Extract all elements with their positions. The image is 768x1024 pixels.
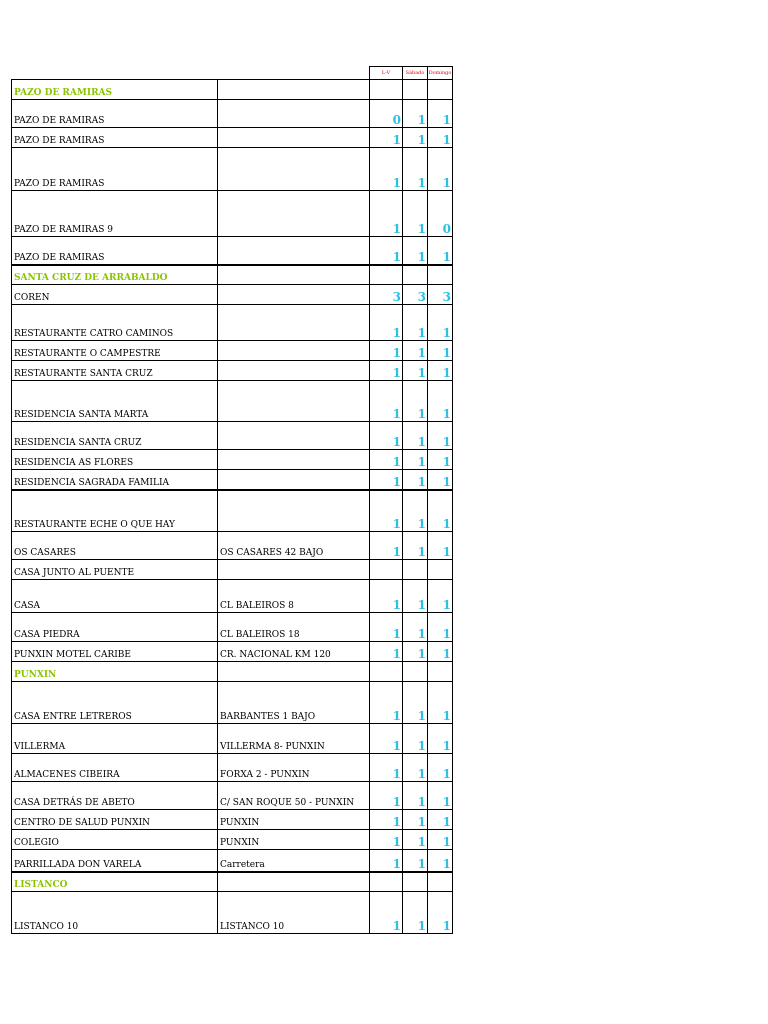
address-cell: PUNXIN [218,830,370,850]
count-cell-lv: 1 [370,128,403,148]
count-cell-lv: 1 [370,830,403,850]
table-row [12,532,453,560]
table-row [12,305,453,341]
section-row [12,662,453,682]
count-cell-lv: 1 [370,305,403,341]
table-row [12,100,453,128]
count-cell-sabado: 1 [403,830,428,850]
count-cell-lv [370,560,403,580]
count-cell-lv [370,265,403,285]
count-cell-sabado: 1 [403,305,428,341]
count-cell-domingo: 1 [428,341,453,361]
address-cell: CR. NACIONAL KM 120 [218,642,370,662]
place-name-cell: CASA JUNTO AL PUENTE [12,560,218,580]
count-cell-domingo: 1 [428,100,453,128]
address-cell [218,560,370,580]
address-cell [218,450,370,470]
count-cell-lv: 1 [370,642,403,662]
count-cell-domingo: 1 [428,470,453,490]
section-title: SANTA CRUZ DE ARRABALDO [12,265,218,285]
count-cell-domingo: 1 [428,450,453,470]
table-row [12,560,453,580]
table-row [12,682,453,724]
table-row [12,810,453,830]
count-cell-domingo: 1 [428,361,453,381]
count-cell-sabado: 1 [403,100,428,128]
table-row [12,237,453,265]
address-cell [218,100,370,128]
count-cell-domingo [428,662,453,682]
count-cell-sabado: 1 [403,613,428,642]
count-cell-lv: 1 [370,850,403,872]
section-title: PAZO DE RAMIRAS [12,80,218,100]
place-name-cell: OS CASARES [12,532,218,560]
count-cell-domingo: 1 [428,237,453,265]
count-cell-lv: 1 [370,810,403,830]
place-name-cell: CASA ENTRE LETREROS [12,682,218,724]
place-name-cell: RESTAURANTE SANTA CRUZ [12,361,218,381]
count-cell-lv: 1 [370,450,403,470]
place-name-cell: CENTRO DE SALUD PUNXIN [12,810,218,830]
count-cell-sabado: 1 [403,128,428,148]
table-row [12,450,453,470]
address-cell: PUNXIN [218,810,370,830]
table-row [12,613,453,642]
count-cell-domingo: 1 [428,642,453,662]
count-cell-domingo: 1 [428,381,453,422]
address-cell [218,265,370,285]
count-cell-lv: 1 [370,191,403,237]
table-row [12,191,453,237]
place-name-cell: PAZO DE RAMIRAS [12,148,218,191]
table-row [12,642,453,662]
count-cell-lv: 1 [370,148,403,191]
address-cell [218,305,370,341]
count-cell-domingo: 1 [428,682,453,724]
place-name-cell: RESTAURANTE O CAMPESTRE [12,341,218,361]
count-cell-sabado: 1 [403,850,428,872]
count-cell-sabado [403,265,428,285]
address-cell [218,422,370,450]
place-name-cell: RESIDENCIA SANTA CRUZ [12,422,218,450]
count-cell-sabado: 1 [403,191,428,237]
count-cell-sabado: 1 [403,580,428,613]
address-cell: VILLERMA 8- PUNXIN [218,724,370,754]
address-cell [218,872,370,892]
table-row [12,892,453,934]
table-row [12,422,453,450]
count-cell-sabado: 1 [403,470,428,490]
count-cell-domingo: 1 [428,810,453,830]
section-title: PUNXIN [12,662,218,682]
header-lv: L-V [370,67,403,80]
place-name-cell: PAZO DE RAMIRAS [12,100,218,128]
count-cell-domingo: 1 [428,613,453,642]
count-cell-sabado [403,662,428,682]
count-cell-domingo [428,80,453,100]
count-cell-sabado: 1 [403,754,428,782]
count-cell-domingo: 1 [428,532,453,560]
address-cell [218,80,370,100]
table-row [12,128,453,148]
address-cell: CL BALEIROS 18 [218,613,370,642]
count-cell-sabado: 1 [403,642,428,662]
count-cell-lv: 1 [370,381,403,422]
count-cell-lv: 3 [370,285,403,305]
count-cell-domingo: 1 [428,892,453,934]
count-cell-sabado: 1 [403,341,428,361]
address-cell [218,285,370,305]
address-cell [218,148,370,191]
count-cell-lv: 1 [370,237,403,265]
count-cell-lv: 1 [370,341,403,361]
count-cell-lv: 1 [370,782,403,810]
table-row [12,470,453,490]
place-name-cell: RESIDENCIA AS FLORES [12,450,218,470]
count-cell-lv: 1 [370,580,403,613]
count-cell-lv: 1 [370,682,403,724]
place-name-cell: RESIDENCIA SANTA MARTA [12,381,218,422]
place-name-cell: RESTAURANTE CATRO CAMINOS [12,305,218,341]
table-row [12,148,453,191]
count-cell-domingo: 1 [428,830,453,850]
count-cell-domingo: 1 [428,724,453,754]
count-cell-domingo: 1 [428,850,453,872]
address-cell [218,381,370,422]
count-cell-domingo: 1 [428,148,453,191]
count-cell-lv [370,80,403,100]
count-cell-lv: 1 [370,892,403,934]
table-row [12,381,453,422]
place-name-cell: RESTAURANTE ECHE O QUE HAY [12,490,218,532]
count-cell-lv: 1 [370,613,403,642]
count-cell-sabado: 1 [403,490,428,532]
address-cell [218,191,370,237]
address-cell [218,128,370,148]
count-cell-sabado: 1 [403,450,428,470]
table-row [12,580,453,613]
place-name-cell: CASA [12,580,218,613]
spreadsheet-table [11,66,453,934]
address-cell: C/ SAN ROQUE 50 - PUNXIN [218,782,370,810]
count-cell-sabado: 1 [403,682,428,724]
address-cell: CL BALEIROS 8 [218,580,370,613]
place-name-cell: ALMACENES CIBEIRA [12,754,218,782]
count-cell-domingo: 1 [428,128,453,148]
address-cell: OS CASARES 42 BAJO [218,532,370,560]
count-cell-sabado: 3 [403,285,428,305]
count-cell-lv: 1 [370,422,403,450]
place-name-cell: PARRILLADA DON VARELA [12,850,218,872]
table-row [12,754,453,782]
table-row [12,830,453,850]
count-cell-domingo [428,560,453,580]
count-cell-lv: 1 [370,532,403,560]
count-cell-lv [370,872,403,892]
place-name-cell: RESIDENCIA SAGRADA FAMILIA [12,470,218,490]
place-name-cell: PAZO DE RAMIRAS [12,128,218,148]
table-row [12,724,453,754]
count-cell-lv: 1 [370,724,403,754]
place-name-cell: LISTANCO 10 [12,892,218,934]
count-cell-sabado: 1 [403,532,428,560]
count-cell-sabado: 1 [403,782,428,810]
count-cell-sabado: 1 [403,892,428,934]
address-cell [218,490,370,532]
place-name-cell: CASA PIEDRA [12,613,218,642]
address-cell [218,341,370,361]
count-cell-sabado [403,872,428,892]
count-cell-domingo: 0 [428,191,453,237]
table-row [12,850,453,872]
table-row [12,285,453,305]
count-cell-lv: 1 [370,754,403,782]
header-sabado: Sábado [403,67,428,80]
address-cell [218,662,370,682]
count-cell-lv: 1 [370,361,403,381]
table-row [12,782,453,810]
count-cell-sabado: 1 [403,237,428,265]
place-name-cell: PUNXIN MOTEL CARIBE [12,642,218,662]
address-cell [218,361,370,381]
count-cell-domingo: 1 [428,490,453,532]
count-cell-sabado: 1 [403,361,428,381]
table-row [12,361,453,381]
count-cell-lv [370,662,403,682]
section-title: LISTANCO [12,872,218,892]
address-cell: Carretera [218,850,370,872]
section-row [12,872,453,892]
count-cell-domingo: 1 [428,305,453,341]
table-row [12,490,453,532]
place-name-cell: CASA DETRÁS DE ABETO [12,782,218,810]
section-row [12,265,453,285]
place-name-cell: PAZO DE RAMIRAS 9 [12,191,218,237]
place-name-cell: PAZO DE RAMIRAS [12,237,218,265]
count-cell-domingo [428,872,453,892]
place-name-cell: COREN [12,285,218,305]
count-cell-domingo: 1 [428,782,453,810]
count-cell-sabado: 1 [403,422,428,450]
address-cell [218,237,370,265]
table-row [12,341,453,361]
count-cell-lv: 1 [370,490,403,532]
section-row [12,80,453,100]
count-cell-domingo: 1 [428,422,453,450]
count-cell-lv: 1 [370,470,403,490]
count-cell-lv: 0 [370,100,403,128]
count-cell-sabado [403,560,428,580]
count-cell-domingo: 3 [428,285,453,305]
address-cell [218,470,370,490]
count-cell-sabado: 1 [403,148,428,191]
count-cell-domingo [428,265,453,285]
header-row [12,67,453,80]
count-cell-sabado: 1 [403,381,428,422]
place-name-cell: COLEGIO [12,830,218,850]
count-cell-domingo: 1 [428,754,453,782]
address-cell: LISTANCO 10 [218,892,370,934]
count-cell-sabado: 1 [403,810,428,830]
count-cell-sabado: 1 [403,724,428,754]
address-cell: BARBANTES 1 BAJO [218,682,370,724]
count-cell-domingo: 1 [428,580,453,613]
place-name-cell: VILLERMA [12,724,218,754]
count-cell-sabado [403,80,428,100]
header-domingo: Domingo [428,67,453,80]
address-cell: FORXA 2 - PUNXIN [218,754,370,782]
